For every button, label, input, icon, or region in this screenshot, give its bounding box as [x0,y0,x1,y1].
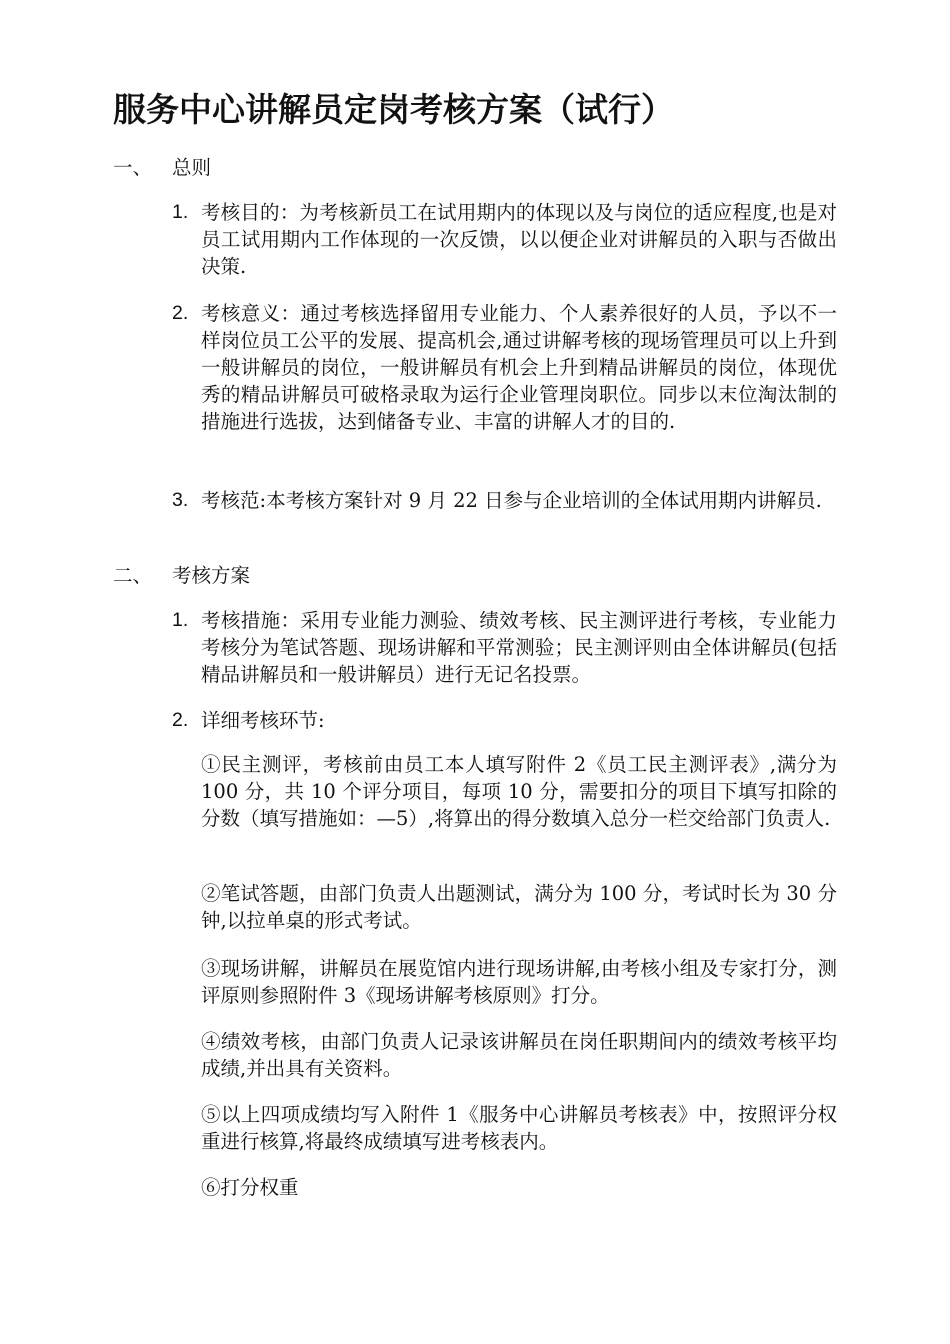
section-heading: 总则 [172,156,212,179]
item-text: 考核措施：采用专业能力测验、绩效考核、民主测评进行考核，专业能力考核分为笔试答题、现场讲解和平常测验；民主测评则由全体讲解员(包括精品讲解员和一般讲解员）进行无记名投票。 [201,609,837,686]
sub-item-democratic-evaluation: ①民主测评，考核前由员工本人填写附件 2《员工民主测评表》,满分为 100 分，共 10 个评分项目，每项 10 分，需要扣分的项目下填写扣除的分数（填写措施如：—5）,将算出的得分数填入总分一栏交给部门负责人. [201,753,837,830]
sub-item-written-test: ②笔试答题，由部门负责人出题测试，满分为 100 分，考试时长为 30 分钟,以拉单桌的形式考试。 [201,882,837,932]
sub-item-onsite-explanation: ③现场讲解，讲解员在展览馆内进行现场讲解,由考核小组及专家打分，测评原则参照附件 3《现场讲解考核原则》打分。 [201,957,837,1007]
item-text: 考核意义：通过考核选择留用专业能力、个人素养很好的人员，予以不一样岗位员工公平的发展、提高机会,通过讲解考核的现场管理员可以上升到一般讲解员的岗位，一般讲解员有机会上升到精品讲解员的岗位，体现优秀的精品讲解员可破格录取为运行企业管理岗职位。同步以末位淘汰制的措施进行选拔，达到储备专业、丰富的讲解人才的目的. [201,302,837,433]
list-item-steps [172,707,837,734]
section-general [113,154,211,181]
item-number: 2. [172,709,189,731]
section-number: 一、 [113,156,153,179]
list-item-scope [172,487,837,514]
list-item-purpose [172,199,837,280]
item-text: 考核范:本考核方案针对 9 月 22 日参与企业培训的全体试用期内讲解员. [201,489,822,512]
list-item-measures [172,607,837,688]
list-item-significance [172,300,837,435]
sub-item-performance: ④绩效考核，由部门负责人记录该讲解员在岗任职期间内的绩效考核平均成绩,并出具有关资料。 [201,1030,837,1080]
item-number: 1. [172,609,189,631]
section-heading: 考核方案 [172,564,251,587]
item-text: 考核目的：为考核新员工在试用期内的体现以及与岗位的适应程度,也是对员工试用期内工作体现的一次反馈，以以便企业对讲解员的入职与否做出决策. [201,201,837,278]
document-title: 服务中心讲解员定岗考核方案（试行） [113,90,674,129]
item-number: 1. [172,201,189,223]
sub-item-total-score: ⑤以上四项成绩均写入附件 1《服务中心讲解员考核表》中，按照评分权重进行核算,将最终成绩填写进考核表内。 [201,1103,837,1153]
section-number: 二、 [113,564,153,587]
item-number: 3. [172,489,189,511]
item-text: 详细考核环节: [201,709,325,732]
item-number: 2. [172,302,189,324]
section-assessment-plan [113,562,250,589]
sub-item-weights: ⑥打分权重 [201,1176,299,1199]
